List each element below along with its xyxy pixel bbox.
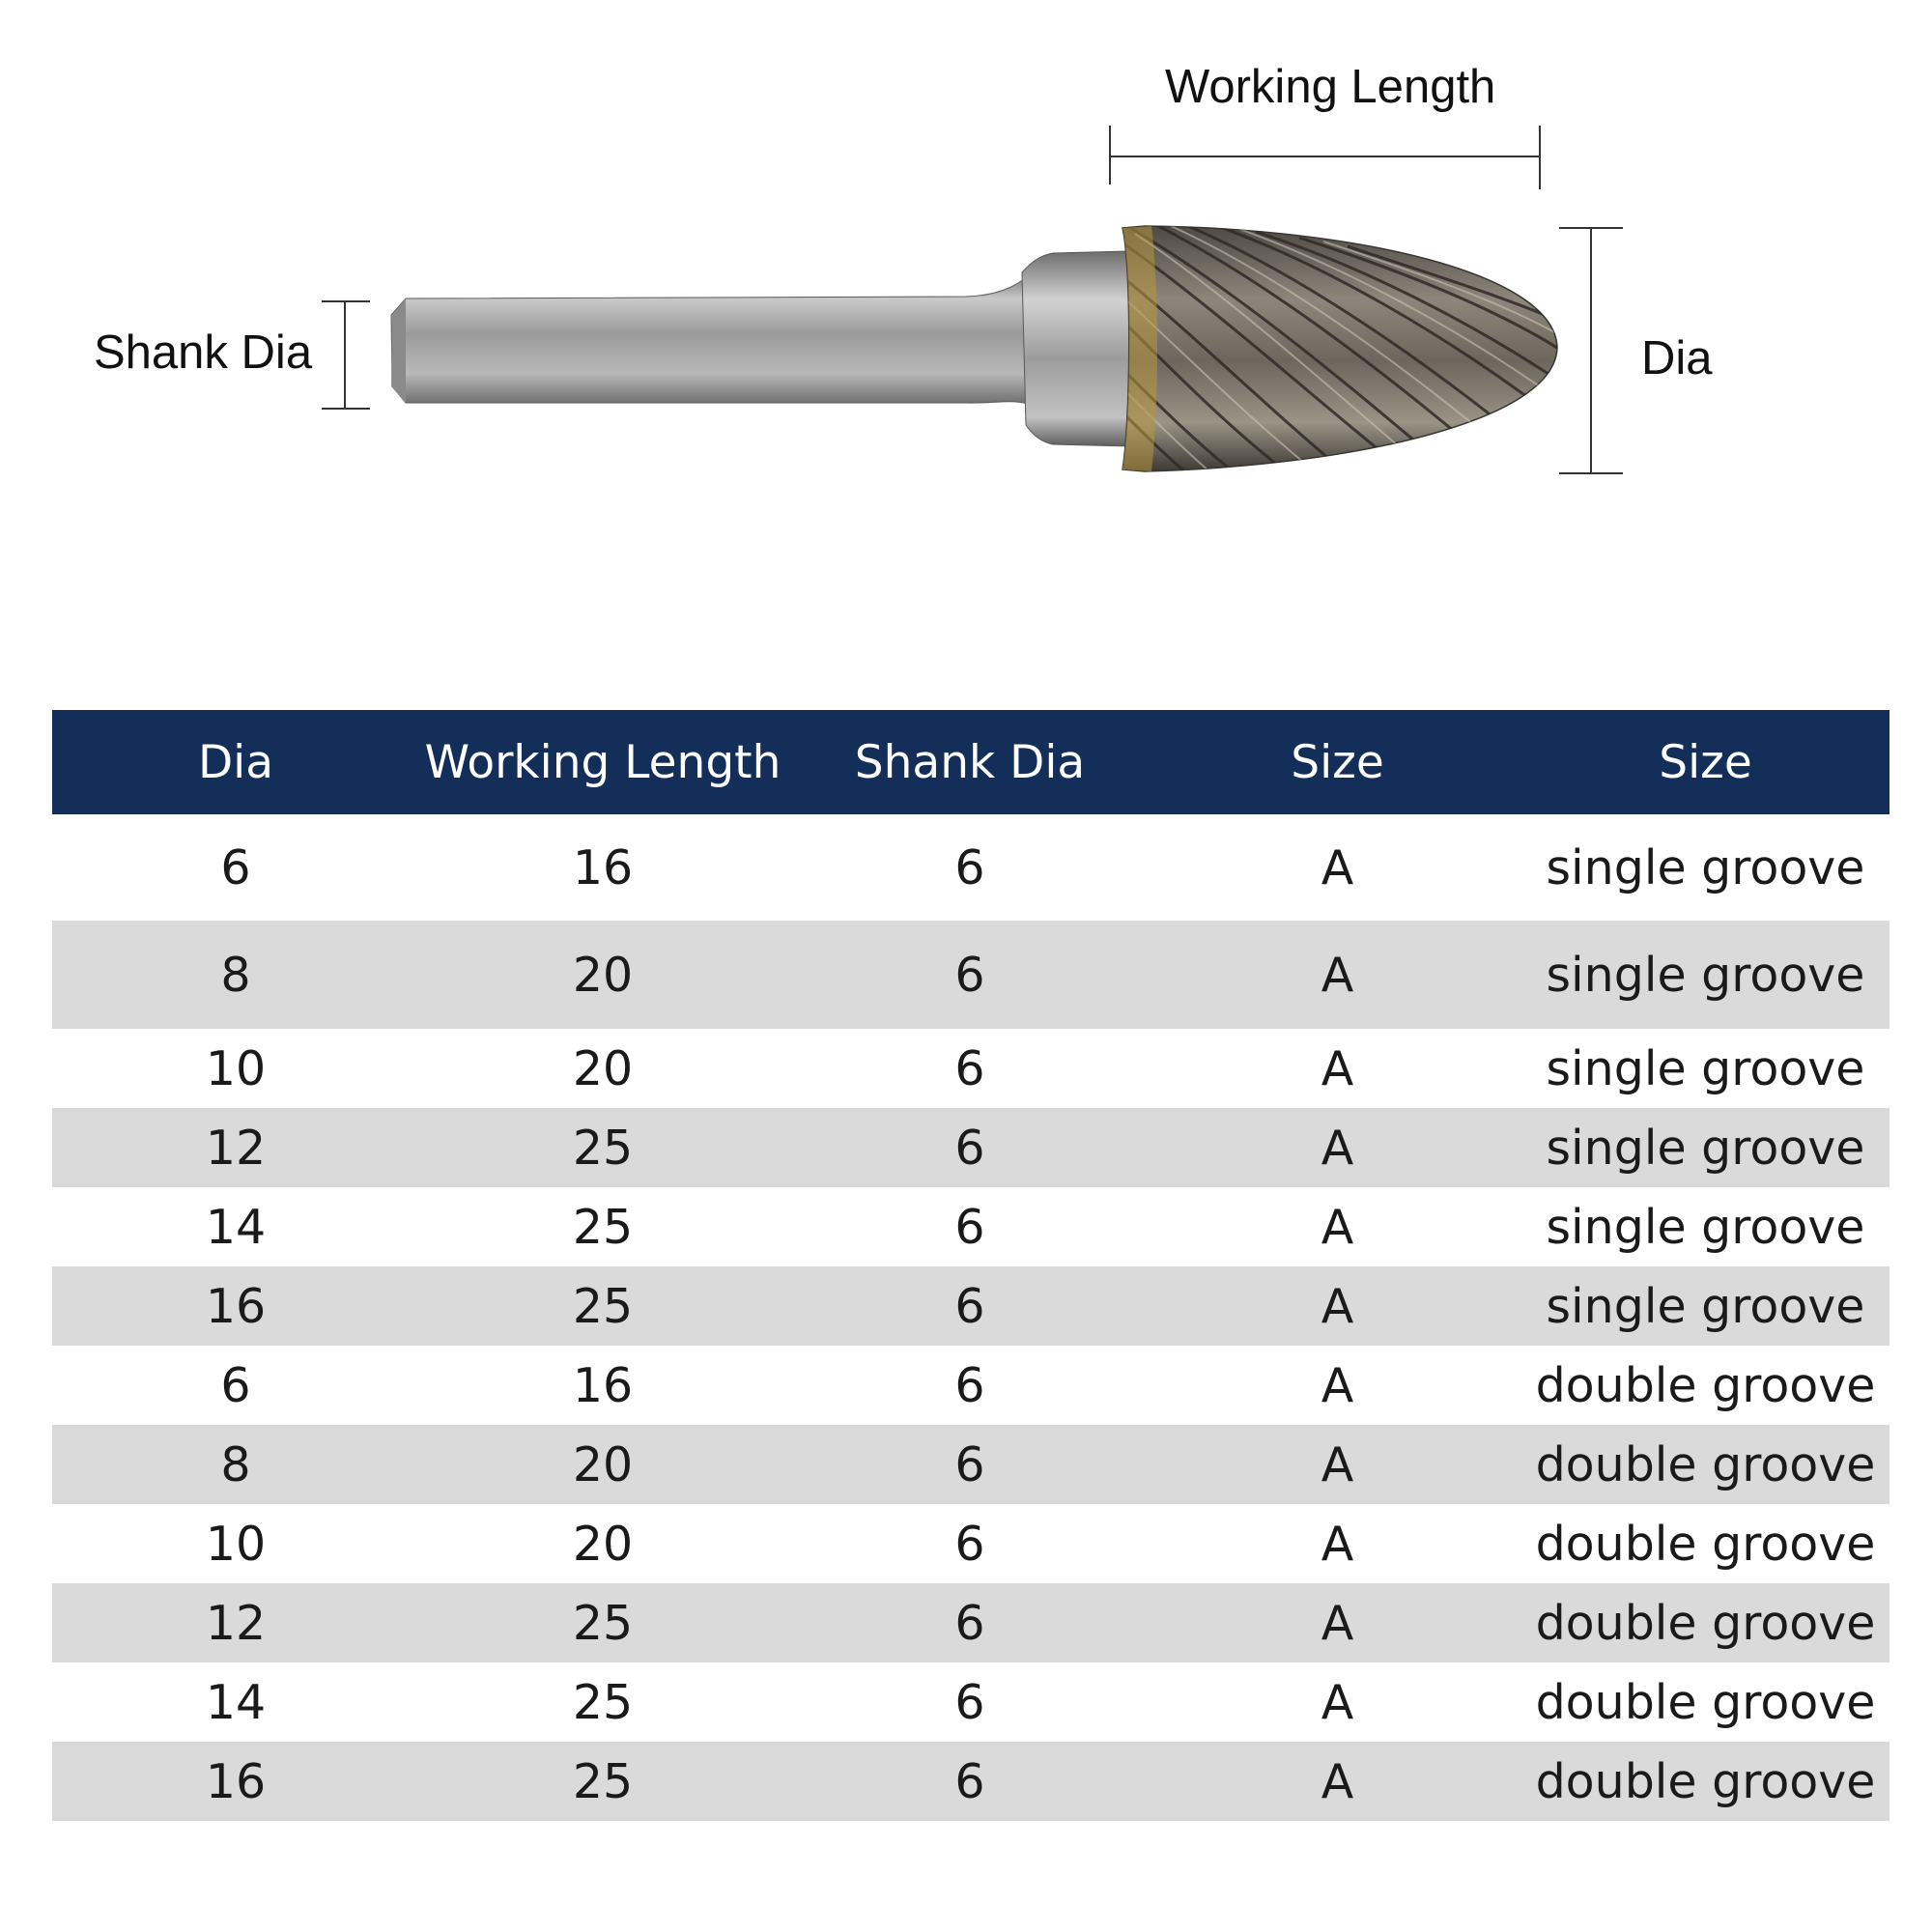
cell-groove: double groove [1521,1662,1889,1742]
cell-working-length: 25 [419,1583,786,1662]
cell-groove: double groove [1521,1504,1889,1583]
cell-shank-dia: 6 [786,1266,1153,1346]
cell-shank-dia: 6 [786,1029,1153,1108]
table-body [52,814,1889,1821]
cell-working-length: 25 [419,1742,786,1821]
cell-size: A [1153,1504,1521,1583]
cell-groove: double groove [1521,1425,1889,1504]
working-length-label: Working Length [1165,61,1496,113]
cell-groove: double groove [1521,1346,1889,1425]
column-header-dia: Dia [52,710,419,814]
table-row [52,1504,1889,1583]
cell-size: A [1153,1108,1521,1187]
column-header-size: Size [1153,710,1521,814]
cell-size: A [1153,1266,1521,1346]
table-row [52,921,1889,1029]
cell-working-length: 20 [419,1425,786,1504]
cell-size: A [1153,1029,1521,1108]
cell-dia: 8 [52,921,419,1029]
cell-working-length: 25 [419,1266,786,1346]
table-row [52,1346,1889,1425]
cell-dia: 14 [52,1662,419,1742]
cell-dia: 14 [52,1187,419,1266]
cell-shank-dia: 6 [786,1662,1153,1742]
dia-label: Dia [1641,332,1713,384]
spec-table [52,710,1889,1821]
working-length-dimension [1110,126,1540,189]
cell-working-length: 20 [419,921,786,1029]
cell-shank-dia: 6 [786,1108,1153,1187]
cell-size: A [1153,814,1521,921]
cell-groove: single groove [1521,921,1889,1029]
shank-dia-label: Shank Dia [94,327,313,379]
cell-working-length: 16 [419,1346,786,1425]
cell-shank-dia: 6 [786,814,1153,921]
cell-dia: 16 [52,1742,419,1821]
cell-size: A [1153,1742,1521,1821]
shank-dia-dimension [322,301,370,409]
cell-dia: 12 [52,1583,419,1662]
cell-size: A [1153,1346,1521,1425]
table-row [52,1662,1889,1742]
cell-dia: 10 [52,1029,419,1108]
column-header-size-2: Size [1521,710,1889,814]
shank [391,275,1034,406]
cell-size: A [1153,1583,1521,1662]
cell-shank-dia: 6 [786,1504,1153,1583]
cell-groove: double groove [1521,1742,1889,1821]
column-header-shank-dia: Shank Dia [786,710,1153,814]
cell-working-length: 25 [419,1662,786,1742]
carbide-burr-illustration [0,0,1932,599]
cell-shank-dia: 6 [786,1425,1153,1504]
cell-groove: single groove [1521,1108,1889,1187]
cell-size: A [1153,1662,1521,1742]
cell-size: A [1153,921,1521,1029]
table-row [52,1266,1889,1346]
cell-size: A [1153,1425,1521,1504]
table-row [52,1425,1889,1504]
collar [1022,251,1130,446]
dia-dimension [1559,228,1623,473]
cell-dia: 8 [52,1425,419,1504]
cell-working-length: 20 [419,1504,786,1583]
table-header [52,710,1889,814]
cell-dia: 12 [52,1108,419,1187]
cell-groove: single groove [1521,814,1889,921]
cell-working-length: 25 [419,1187,786,1266]
header-row [52,710,1889,814]
cell-shank-dia: 6 [786,1346,1153,1425]
cell-working-length: 25 [419,1108,786,1187]
table-row [52,1108,1889,1187]
cell-working-length: 16 [419,814,786,921]
cell-dia: 6 [52,1346,419,1425]
table-row [52,1742,1889,1821]
table-row [52,814,1889,921]
cell-dia: 10 [52,1504,419,1583]
cell-shank-dia: 6 [786,921,1153,1029]
table-row [52,1187,1889,1266]
cell-groove: double groove [1521,1583,1889,1662]
column-header-working-length: Working Length [419,710,786,814]
table-row [52,1583,1889,1662]
cell-size: A [1153,1187,1521,1266]
cell-dia: 16 [52,1266,419,1346]
cell-dia: 6 [52,814,419,921]
cell-shank-dia: 6 [786,1583,1153,1662]
table-row [52,1029,1889,1108]
cell-groove: single groove [1521,1266,1889,1346]
cell-groove: single groove [1521,1029,1889,1108]
cell-groove: single groove [1521,1187,1889,1266]
cell-shank-dia: 6 [786,1187,1153,1266]
cell-working-length: 20 [419,1029,786,1108]
cell-shank-dia: 6 [786,1742,1153,1821]
